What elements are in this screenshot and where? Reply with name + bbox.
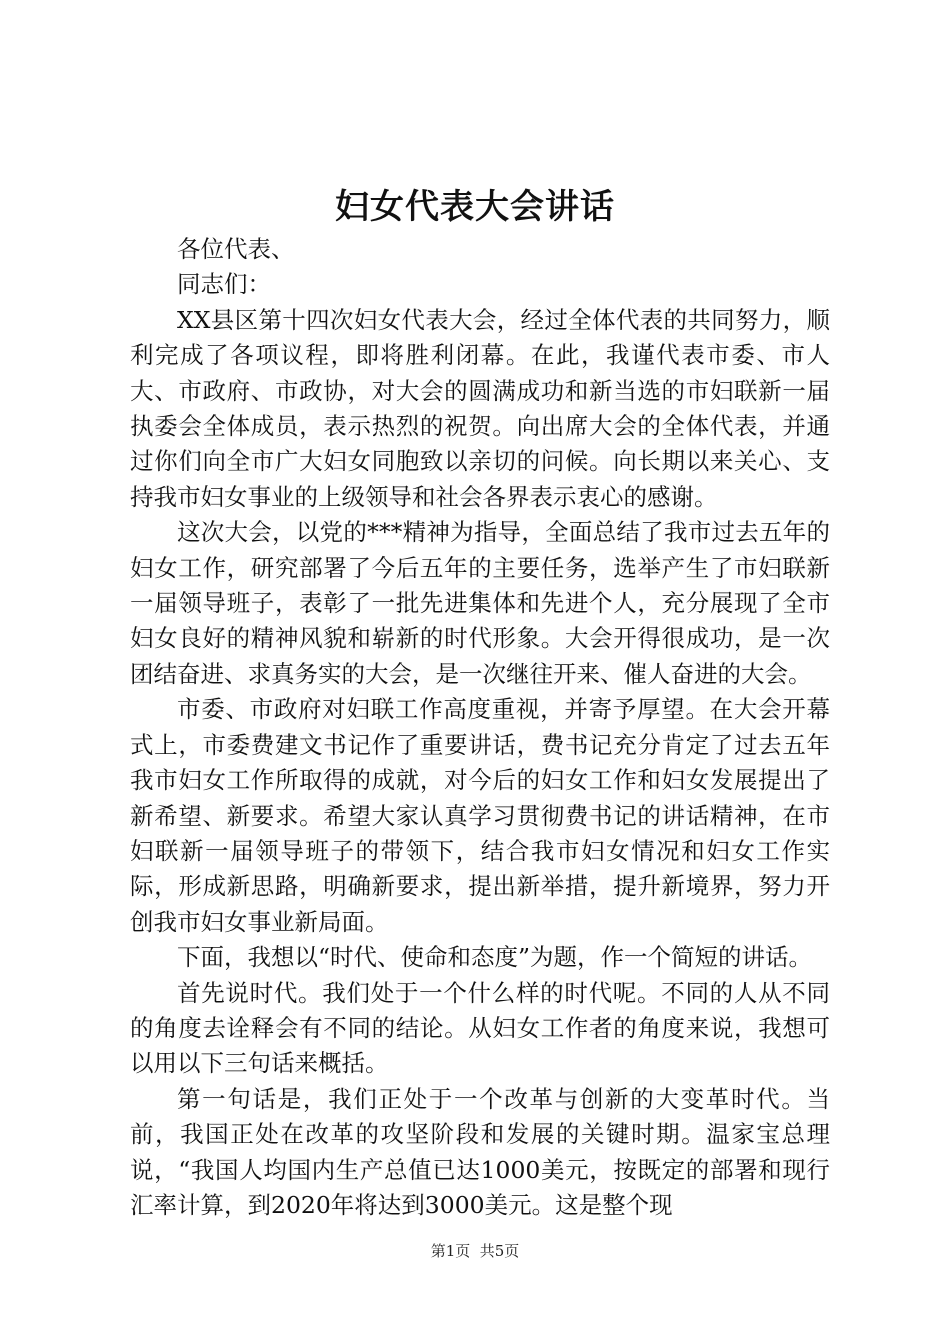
document-title: 妇女代表大会讲话	[335, 187, 615, 227]
body-paragraph: 这次大会，以党的***精神为指导，全面总结了我市过去五年的妇女工作，研究部署了今后五年的主要任务，选举产生了市妇联新一届领导班子，表彰了一批先进集体和先进个人，充分展现了全市妇女良好的精神风貌和崭新的时代形象。大会开得很成功，是一次团结奋进、求真务实的大会，是一次继往开来、催人奋进的大会。	[130, 518, 830, 688]
page-number-label: 第1页 共5页	[430, 1242, 520, 1260]
page-footer	[0, 1241, 950, 1261]
salutation-line-1: 各位代表、	[177, 235, 295, 263]
body-paragraph: 下面，我想以“时代、使命和态度”为题，作一个简短的讲话。	[177, 943, 813, 972]
document-body	[130, 232, 830, 1223]
salutation-line-2: 同志们：	[177, 270, 271, 299]
body-paragraph: XX县区第十四次妇女代表大会，经过全体代表的共同努力，顺利完成了各项议程，即将胜利闭幕。在此，我谨代表市委、市人大、市政府、市政协，对大会的圆满成功和新当选的市妇联新一届执委会全体成员，表示热烈的祝贺。向出席大会的全体代表，并通过你们向全市广大妇女同胞致以亲切的问候。向长期以来关心、支持我市妇女事业的上级领导和社会各界表示衷心的感谢。	[130, 305, 830, 511]
body-paragraph: 首先说时代。我们处于一个什么样的时代呢。不同的人从不同的角度去诠释会有不同的结论。从妇女工作者的角度来说，我想可以用以下三句话来概括。	[130, 978, 830, 1078]
body-paragraph: 市委、市政府对妇联工作高度重视，并寄予厚望。在大会开幕式上，市委费建文书记作了重要讲话，费书记充分肯定了过去五年我市妇女工作所取得的成就，对今后的妇女工作和妇女发展提出了新希望、新要求。希望大家认真学习贯彻费书记的讲话精神，在市妇联新一届领导班子的带领下，结合我市妇女情况和妇女工作实际，形成新思路，明确新要求，提出新举措，提升新境界，努力开创我市妇女事业新局面。	[130, 695, 830, 936]
body-paragraph: 第一句话是，我们正处于一个改革与创新的大变革时代。当前，我国正处在改革的攻坚阶段和发展的关键时期。温家宝总理说，“我国人均国内生产总值已达1000美元，按既定的部署和现行汇率计算，到2020年将达到3000美元。这是整个现	[130, 1084, 830, 1219]
